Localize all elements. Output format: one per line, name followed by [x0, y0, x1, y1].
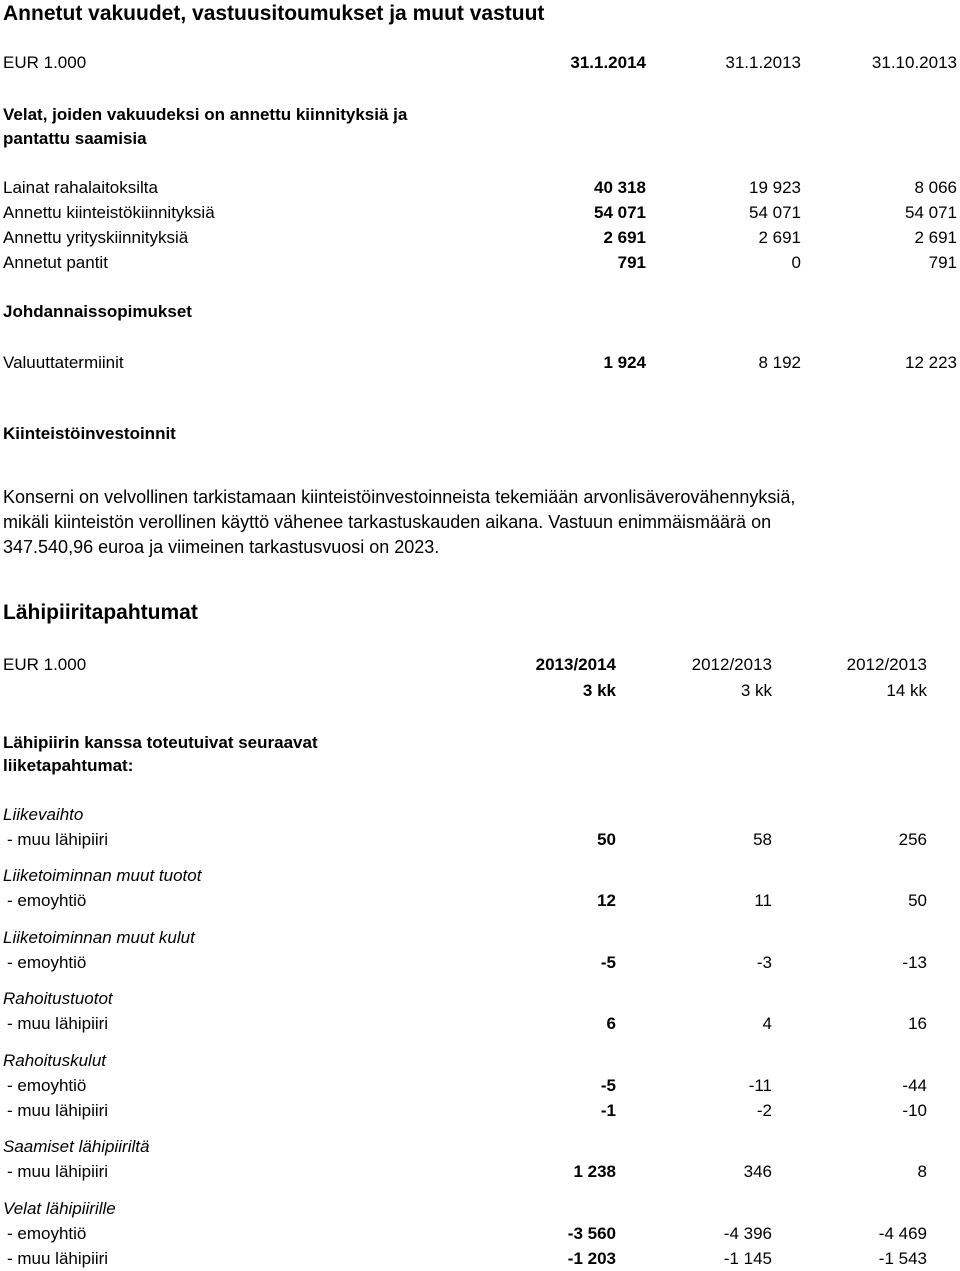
row-value-3: 8 066: [914, 178, 957, 197]
row-value-2: -1 145: [723, 1249, 772, 1268]
row-value-3: -44: [902, 1076, 927, 1095]
col-subheader-2: 3 kk: [740, 681, 772, 700]
row-value-2: -2: [756, 1101, 772, 1120]
currency-label: EUR 1.000: [3, 655, 87, 674]
row-label: - emoyhtiö: [7, 953, 87, 972]
row-value-1: 1 238: [573, 1162, 616, 1181]
group-title-real-estate: Kiinteistöinvestoinnit: [3, 424, 176, 443]
row-value-1: -3 560: [567, 1224, 616, 1243]
col-header-3: 31.10.2013: [871, 53, 957, 72]
row-value-2: 346: [743, 1162, 772, 1181]
col-header-1: 2013/2014: [535, 655, 616, 674]
group-title: Liiketoiminnan muut tuotot: [3, 866, 202, 885]
row-value-1: -5: [600, 953, 616, 972]
row-value-3: 791: [928, 253, 957, 272]
row-label: - muu lähipiiri: [7, 1249, 109, 1268]
group-title: Rahoitustuotot: [3, 989, 113, 1008]
row-label: - emoyhtiö: [7, 1224, 87, 1243]
group-title: Liikevaihto: [3, 805, 84, 824]
row-value-1: 12: [597, 891, 616, 910]
intro-line2: liiketapahtumat:: [3, 756, 134, 775]
row-value-1: 50: [597, 830, 616, 849]
intro-line1: Lähipiirin kanssa toteutuivat seuraavat: [3, 733, 318, 752]
col-header-3: 2012/2013: [846, 655, 927, 674]
group-title-derivatives: Johdannaissopimukset: [3, 302, 192, 321]
row-value-1: 791: [617, 253, 646, 272]
row-value-1: 1 924: [603, 353, 646, 372]
real-estate-paragraph: [3, 485, 953, 560]
row-label: - muu lähipiiri: [7, 1162, 109, 1181]
group-title-collateral-line1: Velat, joiden vakuudeksi on annettu kiinnityksiä ja: [3, 105, 408, 124]
row-label: Annetut pantit: [3, 253, 108, 272]
group-title: Rahoituskulut: [3, 1051, 107, 1070]
paragraph-line: 347.540,96 euroa ja viimeinen tarkastusvuosi on 2023.: [3, 537, 440, 557]
group-title-collateral-line2: pantattu saamisia: [3, 129, 147, 148]
row-value-1: 40 318: [594, 178, 646, 197]
row-value-3: -13: [902, 953, 927, 972]
paragraph-line: Konserni on velvollinen tarkistamaan kiinteistöinvestoinneista tekemiään arvonlisäverovähennyksiä,: [3, 487, 796, 507]
currency-label: EUR 1.000: [3, 53, 87, 72]
row-value-3: -1 543: [878, 1249, 927, 1268]
row-value-3: 256: [898, 830, 927, 849]
row-value-1: -5: [600, 1076, 616, 1095]
row-value-2: 0: [791, 253, 801, 272]
row-value-1: 6: [606, 1014, 616, 1033]
row-value-1: 2 691: [603, 228, 646, 247]
row-label: - muu lähipiiri: [7, 1101, 109, 1120]
row-value-1: -1: [600, 1101, 616, 1120]
row-value-2: 8 192: [758, 353, 801, 372]
group-title: Liiketoiminnan muut kulut: [3, 928, 195, 947]
col-header-2: 31.1.2013: [725, 53, 801, 72]
row-value-2: -3: [756, 953, 772, 972]
col-header-2: 2012/2013: [691, 655, 772, 674]
section-title-related-party: Lähipiiritapahtumat: [3, 601, 198, 624]
col-subheader-1: 3 kk: [582, 681, 616, 700]
row-value-1: -1 203: [567, 1249, 616, 1268]
row-value-2: 54 071: [749, 203, 801, 222]
row-value-3: 12 223: [905, 353, 957, 372]
row-value-2: -11: [748, 1076, 772, 1095]
row-value-2: 4: [762, 1014, 772, 1033]
row-value-2: 11: [754, 891, 772, 910]
row-value-3: 2 691: [914, 228, 957, 247]
row-label: Lainat rahalaitoksilta: [3, 178, 158, 197]
row-value-3: 8: [917, 1162, 927, 1181]
row-value-3: 54 071: [905, 203, 957, 222]
paragraph-line: mikäli kiinteistön verollinen käyttö vähenee tarkastuskauden aikana. Vastuun enimmäismäärä on: [3, 512, 772, 532]
row-value-1: 54 071: [594, 203, 646, 222]
row-value-2: 2 691: [758, 228, 801, 247]
row-label: - muu lähipiiri: [7, 1014, 109, 1033]
row-label: - muu lähipiiri: [7, 830, 109, 849]
row-value-3: 50: [908, 891, 927, 910]
row-value-2: 58: [753, 830, 772, 849]
row-value-3: 16: [908, 1014, 927, 1033]
col-header-1: 31.1.2014: [570, 53, 646, 72]
row-label: Annettu yrityskiinnityksiä: [3, 228, 189, 247]
row-label: - emoyhtiö: [7, 1076, 87, 1095]
section-title-commitments: Annetut vakuudet, vastuusitoumukset ja muut vastuut: [3, 2, 545, 25]
row-value-3: -10: [902, 1101, 927, 1120]
row-value-3: -4 469: [878, 1224, 927, 1243]
col-subheader-3: 14 kk: [886, 681, 927, 700]
row-label: Valuuttatermiinit: [3, 353, 124, 372]
row-value-2: -4 396: [723, 1224, 772, 1243]
group-title: Velat lähipiirille: [3, 1199, 116, 1218]
group-title: Saamiset lähipiiriltä: [3, 1137, 150, 1156]
row-value-2: 19 923: [749, 178, 801, 197]
row-label: Annettu kiinteistökiinnityksiä: [3, 203, 215, 222]
row-label: - emoyhtiö: [7, 891, 87, 910]
